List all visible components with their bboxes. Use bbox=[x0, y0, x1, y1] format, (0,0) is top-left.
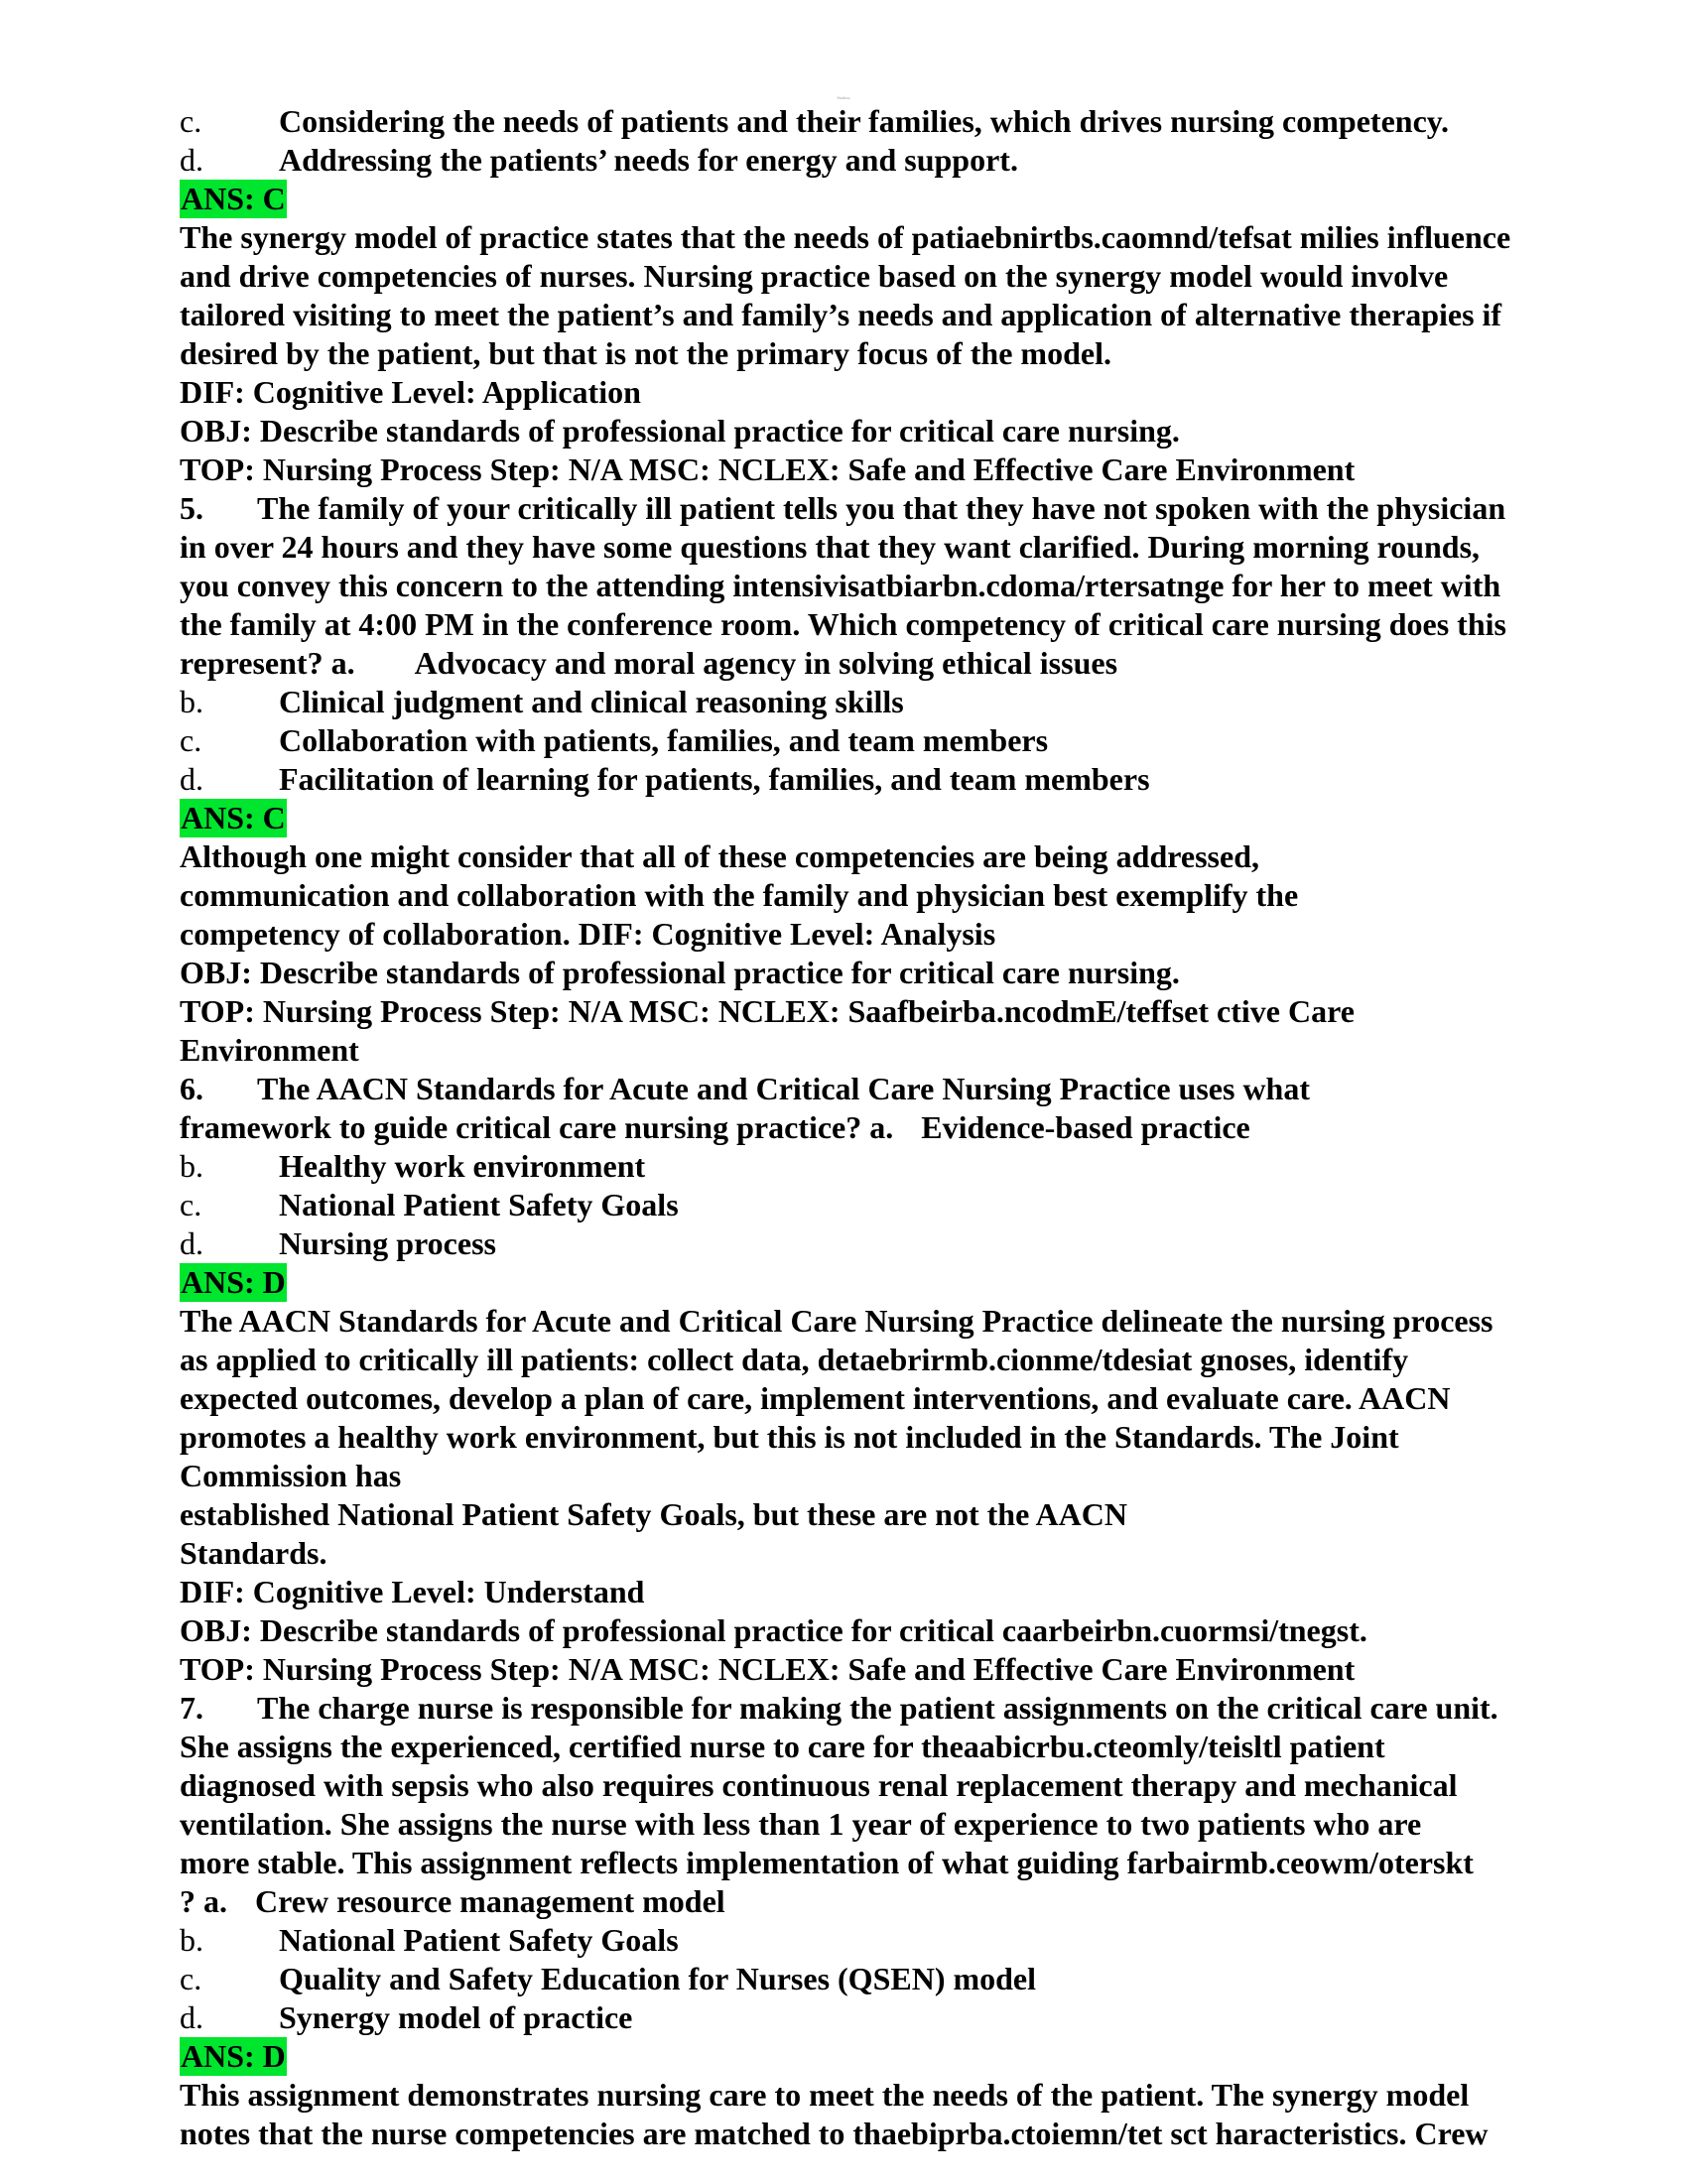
question-number: 6. bbox=[180, 1071, 203, 1106]
rationale-line: promotes a healthy work environment, but this is not included in the Standards. The Joint bbox=[180, 1419, 1399, 1455]
option-c bbox=[180, 721, 1569, 760]
option-letter: b. bbox=[180, 1922, 203, 1958]
question-stem-line: represent? a. bbox=[180, 645, 355, 681]
option-a-text: Crew resource management model bbox=[255, 1883, 725, 1919]
option-c bbox=[180, 1960, 1569, 1998]
option-text: Nursing process bbox=[279, 1225, 496, 1261]
option-c bbox=[180, 1186, 1569, 1224]
question-stem-line: you convey this concern to the attending intensivisatbiarbn.cdoma/rtersatnge for her to meet with bbox=[180, 568, 1501, 603]
answer-highlight: ANS: C bbox=[181, 800, 286, 835]
option-letter: d. bbox=[180, 761, 203, 797]
page-header: Studocu bbox=[837, 95, 850, 100]
option-text: Synergy model of practice bbox=[279, 1999, 633, 2035]
rationale-line: tailored visiting to meet the patient’s and family’s needs and application of alternative therapies if bbox=[180, 297, 1502, 332]
option-b bbox=[180, 1921, 1569, 1960]
rationale-line: communication and collaboration with the family and physician best exemplify the bbox=[180, 877, 1299, 913]
question-stem-line: framework to guide critical care nursing practice? a. bbox=[180, 1109, 894, 1145]
rationale-line: Although one might consider that all of these competencies are being addressed, bbox=[180, 838, 1259, 874]
option-letter: d. bbox=[180, 142, 203, 178]
question-stem-line: the family at 4:00 PM in the conference room. Which competency of critical care nursing does this bbox=[180, 606, 1506, 642]
option-a-text: Evidence-based practice bbox=[921, 1109, 1250, 1145]
question-stem-line: ventilation. She assigns the nurse with less than 1 year of experience to two patients who are bbox=[180, 1806, 1422, 1842]
answer-highlight: ANS: C bbox=[181, 181, 286, 216]
objective-line: OBJ: Describe standards of professional practice for critical care nursing. bbox=[180, 413, 1180, 449]
question-stem-line: The charge nurse is responsible for making the patient assignments on the critical care unit. bbox=[257, 1690, 1498, 1726]
topic-line: TOP: Nursing Process Step: N/A MSC: NCLEX: Saafbeirba.ncodmE/teffset ctive Care bbox=[180, 993, 1355, 1029]
option-letter: c. bbox=[180, 722, 202, 758]
topic-line: TOP: Nursing Process Step: N/A MSC: NCLEX: Safe and Effective Care Environment bbox=[180, 451, 1356, 487]
option-text: Considering the needs of patients and their families, which drives nursing competency. bbox=[279, 103, 1449, 139]
question-stem-line: The family of your critically ill patient tells you that they have not spoken with the physician bbox=[257, 490, 1506, 526]
option-letter: d. bbox=[180, 1999, 203, 2035]
option-d bbox=[180, 141, 1569, 180]
question-6 bbox=[180, 1070, 1569, 1689]
option-letter: b. bbox=[180, 684, 203, 719]
option-c bbox=[180, 102, 1569, 141]
option-text: Clinical judgment and clinical reasoning skills bbox=[279, 684, 904, 719]
question-stem-line: ? a. bbox=[180, 1883, 227, 1919]
option-a-text: Advocacy and moral agency in solving ethical issues bbox=[414, 645, 1118, 681]
topic-line-continued: Environment bbox=[180, 1032, 359, 1068]
option-text: Healthy work environment bbox=[279, 1148, 646, 1184]
option-letter: c. bbox=[180, 1961, 202, 1996]
rationale-line: Commission has bbox=[180, 1458, 402, 1493]
question-4 bbox=[180, 102, 1569, 489]
question-stem-line: diagnosed with sepsis who also requires continuous renal replacement therapy and mechanical bbox=[180, 1767, 1458, 1803]
option-letter: d. bbox=[180, 1225, 203, 1261]
question-stem-line: The AACN Standards for Acute and Critical Care Nursing Practice uses what bbox=[257, 1071, 1310, 1106]
rationale-line: as applied to critically ill patients: collect data, detaebrirmb.cionme/tdesiat gnoses, identify bbox=[180, 1342, 1409, 1377]
option-letter: c. bbox=[180, 1187, 202, 1222]
option-d bbox=[180, 1998, 1569, 2037]
option-text: National Patient Safety Goals bbox=[279, 1922, 679, 1958]
difficulty-line: DIF: Cognitive Level: Understand bbox=[180, 1574, 645, 1609]
question-stem-line: in over 24 hours and they have some questions that they want clarified. During morning rounds, bbox=[180, 529, 1481, 565]
difficulty-line: DIF: Cognitive Level: Application bbox=[180, 374, 641, 410]
rationale-line: competency of collaboration. DIF: Cognitive Level: Analysis bbox=[180, 916, 996, 952]
rationale-line: This assignment demonstrates nursing care to meet the needs of the patient. The synergy model bbox=[180, 2077, 1470, 2113]
option-b bbox=[180, 1147, 1569, 1186]
answer-highlight: ANS: D bbox=[181, 1264, 286, 1300]
objective-line: OBJ: Describe standards of professional practice for critical caarbeirbn.cuormsi/tnegst. bbox=[180, 1612, 1367, 1648]
rationale-line: The AACN Standards for Acute and Critical Care Nursing Practice delineate the nursing process bbox=[180, 1303, 1493, 1339]
rationale-line: The synergy model of practice states that the needs of patiaebnirtbs.caomnd/tefsat milies influence bbox=[180, 219, 1511, 255]
option-text: Addressing the patients’ needs for energy and support. bbox=[279, 142, 1018, 178]
rationale-line: desired by the patient, but that is not the primary focus of the model. bbox=[180, 335, 1111, 371]
option-text: Collaboration with patients, families, and team members bbox=[279, 722, 1049, 758]
question-stem-line: more stable. This assignment reflects implementation of what guiding farbairmb.ceowm/oterskt bbox=[180, 1845, 1474, 1880]
question-stem-line: She assigns the experienced, certified nurse to care for theaabicrbu.cteomly/teisltl patient bbox=[180, 1729, 1385, 1764]
question-5 bbox=[180, 489, 1569, 1070]
option-letter: b. bbox=[180, 1148, 203, 1184]
option-d bbox=[180, 760, 1569, 799]
question-number: 7. bbox=[180, 1690, 203, 1726]
option-text: Facilitation of learning for patients, families, and team members bbox=[279, 761, 1150, 797]
rationale-line: and drive competencies of nurses. Nursing practice based on the synergy model would involve bbox=[180, 258, 1449, 294]
option-text: Quality and Safety Education for Nurses (QSEN) model bbox=[279, 1961, 1037, 1996]
rationale-line: Standards. bbox=[180, 1535, 327, 1571]
topic-line: TOP: Nursing Process Step: N/A MSC: NCLEX: Safe and Effective Care Environment bbox=[180, 1651, 1356, 1687]
rationale-line: notes that the nurse competencies are matched to thaebiprba.ctoiemn/tet sct haracteristics. Crew bbox=[180, 2116, 1489, 2151]
option-b bbox=[180, 683, 1569, 721]
document-content bbox=[180, 102, 1569, 2153]
objective-line: OBJ: Describe standards of professional practice for critical care nursing. bbox=[180, 955, 1180, 990]
option-letter: c. bbox=[180, 103, 202, 139]
question-number: 5. bbox=[180, 490, 203, 526]
answer-highlight: ANS: D bbox=[181, 2038, 286, 2074]
question-7 bbox=[180, 1689, 1569, 2153]
option-text: National Patient Safety Goals bbox=[279, 1187, 679, 1222]
rationale-line: established National Patient Safety Goals, but these are not the AACN bbox=[180, 1496, 1127, 1532]
option-d bbox=[180, 1224, 1569, 1263]
rationale-line: expected outcomes, develop a plan of care, implement interventions, and evaluate care. AACN bbox=[180, 1380, 1451, 1416]
